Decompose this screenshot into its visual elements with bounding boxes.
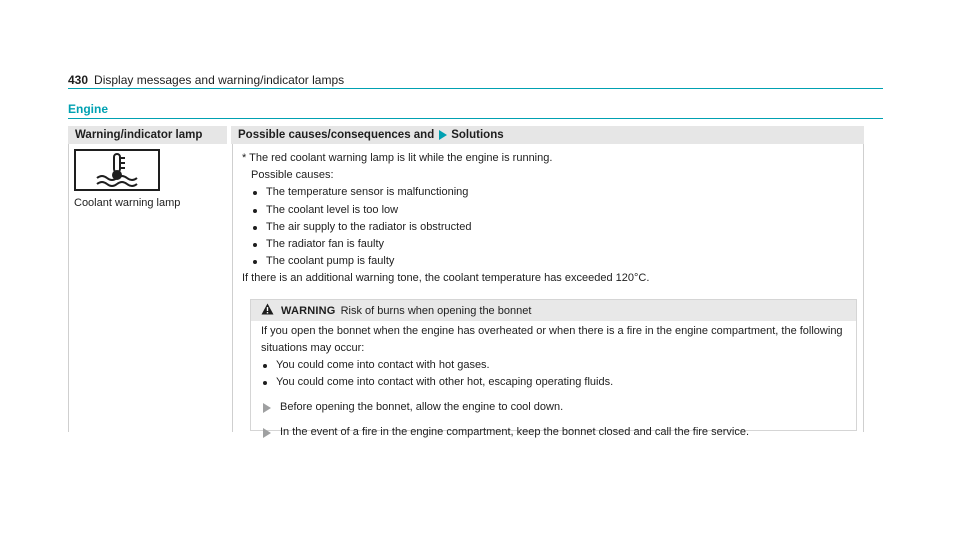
list-item: The coolant pump is faulty bbox=[251, 253, 857, 270]
warning-body bbox=[251, 321, 856, 441]
column-header-causes bbox=[231, 126, 864, 144]
warning-title: Risk of burns when opening the bonnet bbox=[340, 304, 532, 317]
lamp-label: Coolant warning lamp bbox=[74, 197, 181, 209]
lamp-table bbox=[68, 126, 864, 144]
section-title: Engine bbox=[68, 102, 109, 116]
warning-list bbox=[261, 357, 846, 391]
table-header-row bbox=[68, 126, 864, 144]
intro-text: * The red coolant warning lamp is lit while the engine is running. bbox=[242, 152, 553, 164]
page-header bbox=[68, 73, 344, 87]
arrow-right-icon bbox=[439, 130, 447, 140]
list-item: You could come into contact with other hot, escaping operating fluids. bbox=[261, 374, 846, 391]
instruction-step bbox=[261, 399, 846, 416]
list-item: The temperature sensor is malfunctioning bbox=[251, 184, 857, 201]
step-arrow-icon bbox=[263, 403, 271, 413]
warning-box bbox=[250, 299, 857, 438]
table-border-right bbox=[863, 144, 864, 432]
column-header-solutions-label: Solutions bbox=[451, 129, 504, 141]
list-item: The coolant level is too low bbox=[251, 202, 857, 219]
causes-list bbox=[242, 184, 857, 270]
page-number: 430 bbox=[68, 73, 89, 87]
list-item: The radiator fan is faulty bbox=[251, 236, 857, 253]
list-item: You could come into contact with hot gases. bbox=[261, 357, 846, 374]
step-text: In the event of a fire in the engine compartment, keep the bonnet closed and call the fire service. bbox=[280, 426, 750, 438]
warning-label: WARNING bbox=[281, 304, 336, 317]
lamp-cell bbox=[74, 149, 180, 209]
column-header-lamp: Warning/indicator lamp bbox=[68, 126, 227, 144]
list-item: The air supply to the radiator is obstructed bbox=[251, 219, 857, 236]
causes-cell bbox=[242, 150, 857, 288]
page-title: Display messages and warning/indicator lamps bbox=[94, 73, 345, 87]
header-rule bbox=[68, 88, 883, 89]
causes-label: Possible causes: bbox=[251, 169, 334, 182]
table-border-middle bbox=[232, 144, 233, 432]
step-text: Before opening the bonnet, allow the engine to cool down. bbox=[280, 401, 564, 413]
warning-text: If you open the bonnet when the engine has overheated or when there is a fire in the engine compartment, the following situations may occur: bbox=[261, 325, 843, 354]
column-header-causes-label: Possible causes/consequences and bbox=[238, 129, 435, 141]
step-arrow-icon bbox=[263, 428, 271, 438]
instruction-step bbox=[261, 424, 846, 441]
table-border-left bbox=[68, 144, 69, 432]
warning-triangle-icon bbox=[261, 303, 274, 318]
warning-header bbox=[251, 300, 856, 321]
note-text: If there is an additional warning tone, the coolant temperature has exceeded 120°C. bbox=[242, 272, 650, 285]
section-rule bbox=[68, 118, 883, 119]
coolant-temperature-icon bbox=[74, 149, 160, 191]
